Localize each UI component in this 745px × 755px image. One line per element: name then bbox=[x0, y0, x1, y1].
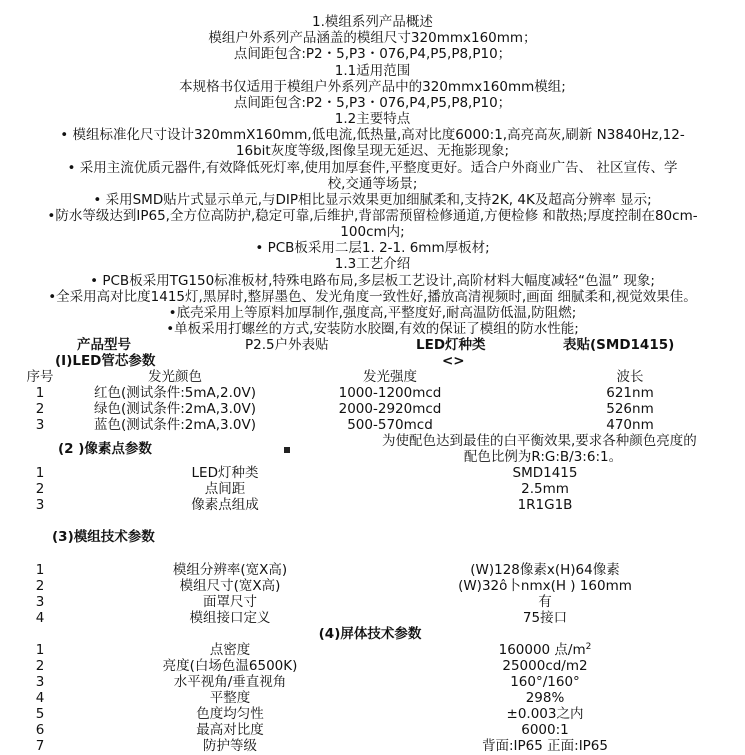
section-title-process: 1.3工艺介绍 bbox=[334, 256, 411, 272]
table-cell: 4 bbox=[35, 690, 45, 706]
table-cell: 3 bbox=[35, 674, 45, 690]
pixel-params-title: (2 )像素点参数 bbox=[58, 441, 152, 457]
table-cell: 2 bbox=[35, 658, 45, 674]
table-cell: 3 bbox=[35, 497, 45, 513]
table-cell: 2 bbox=[35, 401, 45, 417]
led-type-value: 表贴(SMD1415) bbox=[563, 337, 675, 353]
table-cell: 3 bbox=[35, 417, 45, 433]
feature-item-cont: 100cm内; bbox=[340, 224, 405, 240]
table-cell: 2 bbox=[35, 481, 45, 497]
table-cell: 1 bbox=[35, 642, 45, 658]
table-cell: (W)32ô卜nmx(H ) 160mm bbox=[458, 578, 632, 594]
color-ratio-note: 为使配色达到最佳的白平衡效果,要求各种颜色亮度的 bbox=[382, 433, 697, 449]
table-cell: (W)128像素x(H)64像素 bbox=[470, 562, 620, 578]
process-item: • PCB板采用TG150标准板材,特殊电路布局,多层板工艺设计,高阶材料大幅度减轻“色温” 现象; bbox=[90, 273, 655, 289]
table-cell: 298% bbox=[525, 690, 565, 706]
table-cell: 7 bbox=[35, 738, 45, 754]
feature-item: •防水等级达到IP65,全方位高防护,稳定可靠,后维护,背部需预留检修通道,方便检修 和散热;厚度控制在80cm- bbox=[47, 208, 698, 224]
intro-line: 点间距包含:P2・5,P3・076,P4,P5,P8,P10； bbox=[233, 95, 512, 111]
table-cell: 4 bbox=[35, 610, 45, 626]
feature-item: • 采用SMD贴片式显示单元,与DIP相比显示效果更加细腻柔和,支持2K, 4K及超高分辨率 显示; bbox=[93, 192, 652, 208]
led-type-label: LED灯种类 bbox=[416, 337, 486, 353]
angle-bracket-mark: <> bbox=[442, 353, 465, 369]
table-cell: 背面:IP65 正面:IP65 bbox=[482, 738, 608, 754]
table-cell: 平整度 bbox=[209, 690, 251, 706]
feature-item: • 模组标准化尺寸设计320mmX160mm,低电流,低热量,高对比度6000:1,高亮高灰,刷新 N3840Hz,12- bbox=[60, 127, 685, 143]
table-cell: 点间距 bbox=[204, 481, 246, 497]
table-cell: 470nm bbox=[606, 417, 654, 433]
intro-line: 模组户外系列产品涵盖的模组尺寸320mmx160mm； bbox=[208, 30, 537, 46]
table-cell: 点密度 bbox=[209, 642, 251, 658]
table-cell: 6000:1 bbox=[521, 722, 569, 738]
table-cell: SMD1415 bbox=[512, 465, 578, 481]
table-cell: 6 bbox=[35, 722, 45, 738]
table-cell: 模组尺寸(宽X高) bbox=[179, 578, 281, 594]
table-cell: ±0.003之内 bbox=[506, 706, 584, 722]
table-cell: 像素点组成 bbox=[191, 497, 259, 513]
table-cell: 亮度(白场色温6500K) bbox=[162, 658, 298, 674]
table-cell: 1 bbox=[35, 385, 45, 401]
table-cell: 模组分辨率(宽X高) bbox=[172, 562, 288, 578]
table-cell: 621nm bbox=[606, 385, 654, 401]
feature-item-cont: 16bit灰度等级,图像呈现无延迟、无拖影现象; bbox=[235, 143, 510, 159]
table-header: 序号 bbox=[26, 369, 54, 385]
section-title-scope: 1.1适用范围 bbox=[334, 63, 411, 79]
section-title-features: 1.2主要特点 bbox=[334, 111, 411, 127]
table-cell: 1R1G1B bbox=[517, 497, 573, 513]
table-cell: 75接口 bbox=[522, 610, 568, 626]
table-cell: 5 bbox=[35, 706, 45, 722]
process-item: •单板采用打螺丝的方式,安装防水胶圈,有效的保证了模组的防水性能; bbox=[166, 321, 579, 337]
table-cell: 防护等级 bbox=[203, 738, 257, 754]
module-params-title: (3)模组技术参数 bbox=[52, 529, 155, 545]
feature-item: • PCB板采用二层1. 2-1. 6mm厚板材; bbox=[255, 240, 490, 256]
table-cell: 最高对比度 bbox=[196, 722, 264, 738]
table-cell bbox=[440, 642, 650, 658]
bullet-square-icon bbox=[284, 447, 290, 453]
table-cell: 1000-1200mcd bbox=[338, 385, 442, 401]
table-cell: 红色(测试条件:5mA,2.0V) bbox=[93, 385, 257, 401]
table-cell: 有 bbox=[538, 594, 552, 610]
section-title-overview: 1.模组系列产品概述 bbox=[312, 14, 433, 30]
product-model-label: 产品型号 bbox=[77, 337, 131, 353]
table-cell: 526nm bbox=[606, 401, 654, 417]
screen-params-title: (4)屏体技术参数 bbox=[318, 626, 422, 642]
table-cell: 模组接口定义 bbox=[189, 610, 271, 626]
table-cell: 水平视角/垂直视角 bbox=[173, 674, 287, 690]
unit-superscript: 2 bbox=[585, 642, 592, 652]
table-cell: 1 bbox=[35, 562, 45, 578]
table-cell: LED灯种类 bbox=[191, 465, 259, 481]
table-cell: 500-570mcd bbox=[347, 417, 433, 433]
table-cell: 160°/160° bbox=[510, 674, 580, 690]
feature-item-cont: 校,交通等场景; bbox=[327, 176, 418, 192]
intro-line: 本规格书仅适用于模组户外系列产品中的320mmx160mm模组; bbox=[179, 79, 566, 95]
table-cell: 面罩尺寸 bbox=[203, 594, 257, 610]
table-cell: 绿色(测试条件:2mA,3.0V) bbox=[93, 401, 257, 417]
process-item: •底壳采用上等原料加厚制作,强度高,平整度好,耐高温防低温,防阻燃; bbox=[168, 305, 577, 321]
table-cell: 蓝色(测试条件:2mA,3.0V) bbox=[93, 417, 257, 433]
process-item: •全采用高对比度1415灯,黑屏时,整屏墨色、发光角度一致性好,播放高清视频时,画面 细腻柔和,视觉效果佳。 bbox=[48, 289, 697, 305]
table-cell: 2000-2920mcd bbox=[338, 401, 442, 417]
table-cell: 色度均匀性 bbox=[196, 706, 264, 722]
product-model-value: P2.5户外表贴 bbox=[245, 337, 329, 353]
table-header: 发光强度 bbox=[363, 369, 417, 385]
color-ratio-note: 配色比例为R:G:B/3:6:1。 bbox=[463, 449, 623, 465]
led-params-title: (I)LED管芯参数 bbox=[55, 353, 156, 369]
table-header: 发光颜色 bbox=[148, 369, 202, 385]
feature-item: • 采用主流优质元器件,有效降低死灯率,使用加厚套件,平整度更好。适合户外商业广告、 社区宣传、学 bbox=[67, 160, 678, 176]
table-cell: 1 bbox=[35, 465, 45, 481]
table-cell: 2 bbox=[35, 578, 45, 594]
intro-line: 点间距包含:P2・5,P3・076,P4,P5,P8,P10； bbox=[233, 46, 512, 62]
table-cell: 25000cd/m2 bbox=[502, 658, 588, 674]
table-cell: 2.5mm bbox=[521, 481, 569, 497]
table-header: 波长 bbox=[616, 369, 644, 385]
table-cell: 3 bbox=[35, 594, 45, 610]
density-value: 160000 点/m bbox=[498, 642, 586, 658]
